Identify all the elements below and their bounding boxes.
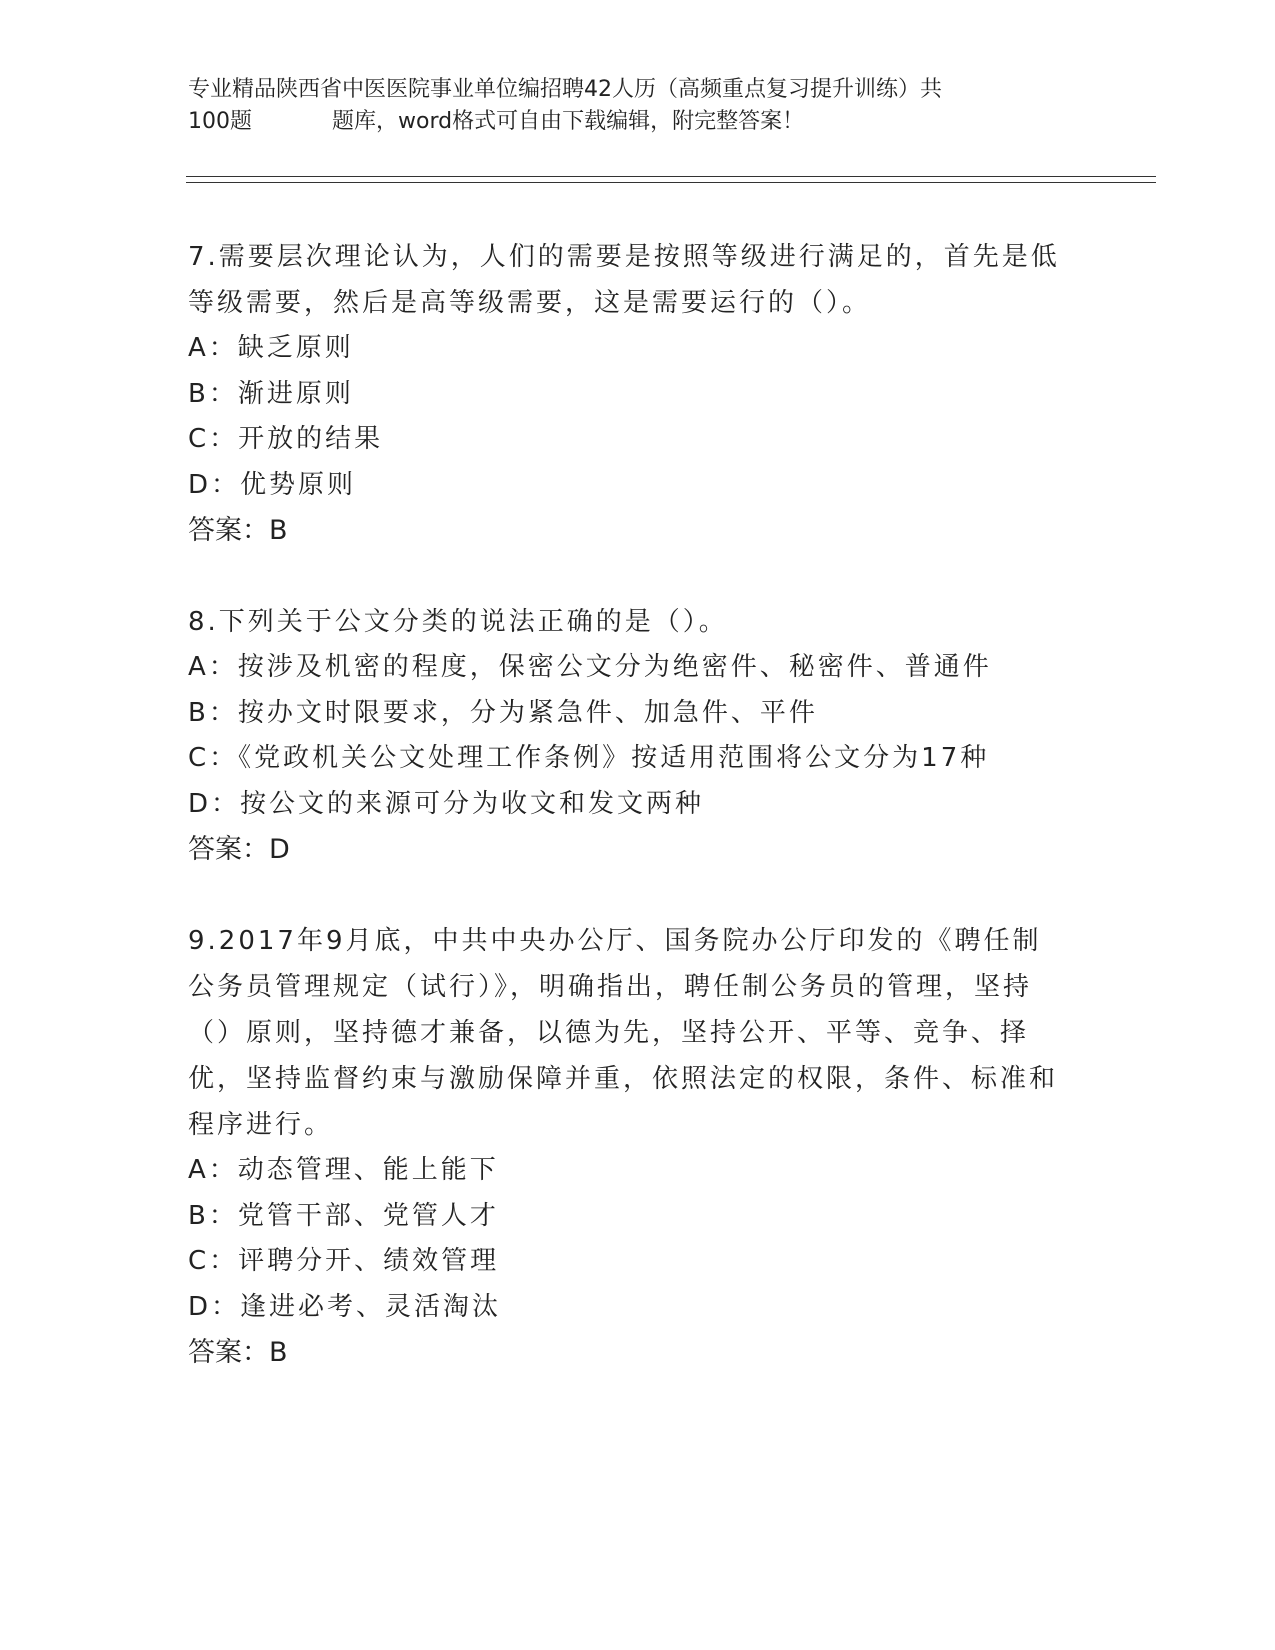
option-c: C：开放的结果: [188, 424, 384, 454]
option-a: A：按涉及机密的程度，保密公文分为绝密件、秘密件、普通件: [188, 652, 992, 682]
option-c: C：《党政机关公文处理工作条例》按适用范围将公文分为17种: [188, 743, 990, 773]
option-a: A：缺乏原则: [188, 333, 354, 363]
answer-line: 答案：D: [188, 834, 290, 865]
question-stem: 9.2017年9月底，中共中央办公厅、国务院办公厅印发的《聘任制公务员管理规定（试行）》，明确指出，聘任制公务员的管理，坚持（）原则，坚持德才兼备，以德为先，坚持公开、平等、竞争、择优，坚持监督约束与激励保障并重，依照法定的权限，条件、标准和程序进行。: [188, 926, 1059, 1140]
answer-line: 答案：B: [188, 1337, 288, 1368]
question-stem: 8.下列关于公文分类的说法正确的是（）。: [188, 607, 728, 637]
question-stem: 7.需要层次理论认为，人们的需要是按照等级进行满足的，首先是低等级需要，然后是高等级需要，这是需要运行的（）。: [188, 242, 1060, 318]
question-item: [188, 234, 1068, 554]
question-item: [188, 599, 1068, 873]
header-divider-top: [186, 176, 1156, 177]
option-a: A：动态管理、能上能下: [188, 1155, 499, 1185]
header-question-count: 100题: [188, 109, 252, 134]
question-item: [188, 918, 1068, 1376]
option-b: B：按办文时限要求，分为紧急件、加急件、平件: [188, 697, 818, 728]
header-subtitle-line: [188, 106, 1088, 138]
option-b: B：党管干部、党管人才: [188, 1200, 499, 1231]
option-d: D：逢进必考、灵活淘汰: [188, 1291, 502, 1322]
header-description: 题库，word格式可自由下载编辑，附完整答案！: [332, 109, 805, 134]
option-d: D：优势原则: [188, 469, 357, 500]
option-c: C：评聘分开、绩效管理: [188, 1246, 500, 1276]
document-header: [188, 74, 1088, 138]
option-d: D：按公文的来源可分为收文和发文两种: [188, 788, 705, 819]
header-divider-bottom: [186, 182, 1156, 183]
option-b: B：渐进原则: [188, 378, 354, 409]
answer-line: 答案：B: [188, 515, 288, 546]
header-title-line: 专业精品陕西省中医医院事业单位编招聘42人历（高频重点复习提升训练）共: [188, 77, 942, 102]
